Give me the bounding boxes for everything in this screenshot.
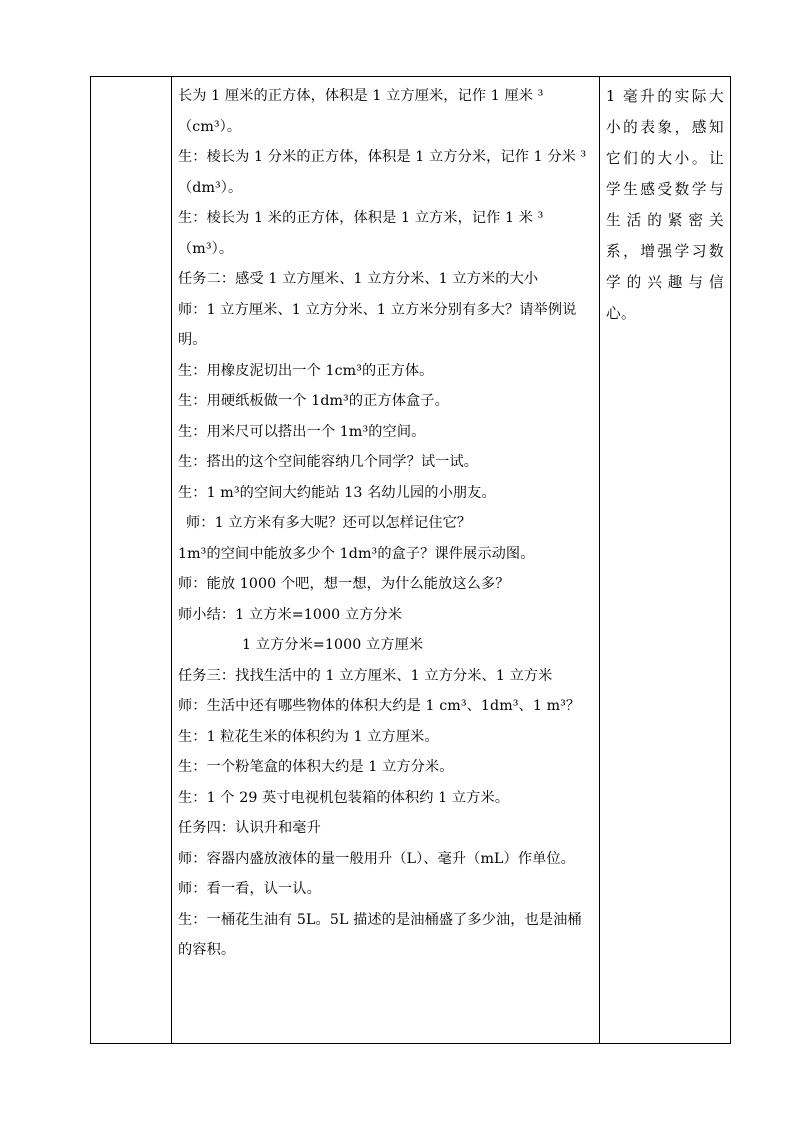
process-paragraph: 生：用米尺可以搭出一个 1m³的空间。 (178, 423, 426, 440)
process-paragraph: 生：1 个 29 英寸电视机包装箱的体积约 1 立方米。 (178, 789, 510, 806)
stage-cell (91, 77, 172, 1044)
process-paragraph: 师：能放 1000 个吧，想一想，为什么能放这么多？ (178, 576, 510, 592)
task-heading: 任务二：感受 1 立方厘米、1 立方分米、1 立方米的大小 (178, 271, 539, 287)
process-paragraph: 生：棱长为 1 分米的正方体，体积是 1 立方分米，记作 1 分米 ³（dm³）。 (178, 149, 587, 196)
process-paragraph: 生：棱长为 1 米的正方体，体积是 1 立方米，记作 1 米 ³（m³）。 (178, 210, 544, 257)
design-intent-text: 1 毫升的实际大小的表象，感知它们的大小。让学生感受数学与生活的紧密关系，增强学习数学的兴趣与信心。 (606, 88, 724, 322)
process-paragraph: 生：1 m³的空间大约能站 13 名幼儿园的小朋友。 (178, 484, 496, 501)
lesson-plan-table (90, 76, 731, 1044)
process-paragraph: 师：生活中还有哪些物体的体积大约是 1 cm³、1dm³、1 m³？ (178, 698, 581, 714)
process-paragraph: 生：一个粉笔盒的体积大约是 1 立方分米。 (178, 759, 454, 775)
process-paragraph: 生：用硬纸板做一个 1dm³的正方体盒子。 (178, 393, 449, 409)
process-paragraph: 生：用橡皮泥切出一个 1cm³的正方体。 (178, 362, 434, 379)
process-paragraph: 生：搭出的这个空间能容纳几个同学？试一试。 (178, 454, 479, 470)
process-paragraph: 1m³的空间中能放多少个 1dm³的盒子？课件展示动图。 (178, 545, 535, 562)
teaching-process-cell (172, 77, 600, 1044)
table-row (91, 77, 731, 1044)
task-heading: 任务三：找找生活中的 1 立方厘米、1 立方分米、1 立方米 (178, 667, 553, 684)
summary-line: 师小结：1 立方米=1000 立方分米 (178, 606, 403, 623)
design-intent-cell (600, 77, 731, 1044)
process-paragraph: 长为 1 厘米的正方体，体积是 1 立方厘米，记作 1 厘米 ³（cm³）。 (178, 88, 544, 135)
process-paragraph: 师：1 立方厘米、1 立方分米、1 立方米分别有多大？请举例说明。 (178, 301, 577, 348)
summary-line: 1 立方分米=1000 立方厘米 (242, 637, 424, 653)
process-paragraph: 师：看一看，认一认。 (178, 881, 321, 897)
process-paragraph: 生：1 粒花生米的体积约为 1 立方厘米。 (178, 728, 439, 745)
process-paragraph: 生：一桶花生油有 5L。5L 描述的是油桶盛了多少油，也是油桶的容积。 (178, 911, 582, 958)
process-paragraph: 师：1 立方米有多大呢？还可以怎样记住它？ (186, 515, 472, 531)
process-paragraph: 师：容器内盛放液体的量一般用升（L）、毫升（mL）作单位。 (178, 850, 575, 867)
task-heading: 任务四：认识升和毫升 (178, 820, 321, 836)
